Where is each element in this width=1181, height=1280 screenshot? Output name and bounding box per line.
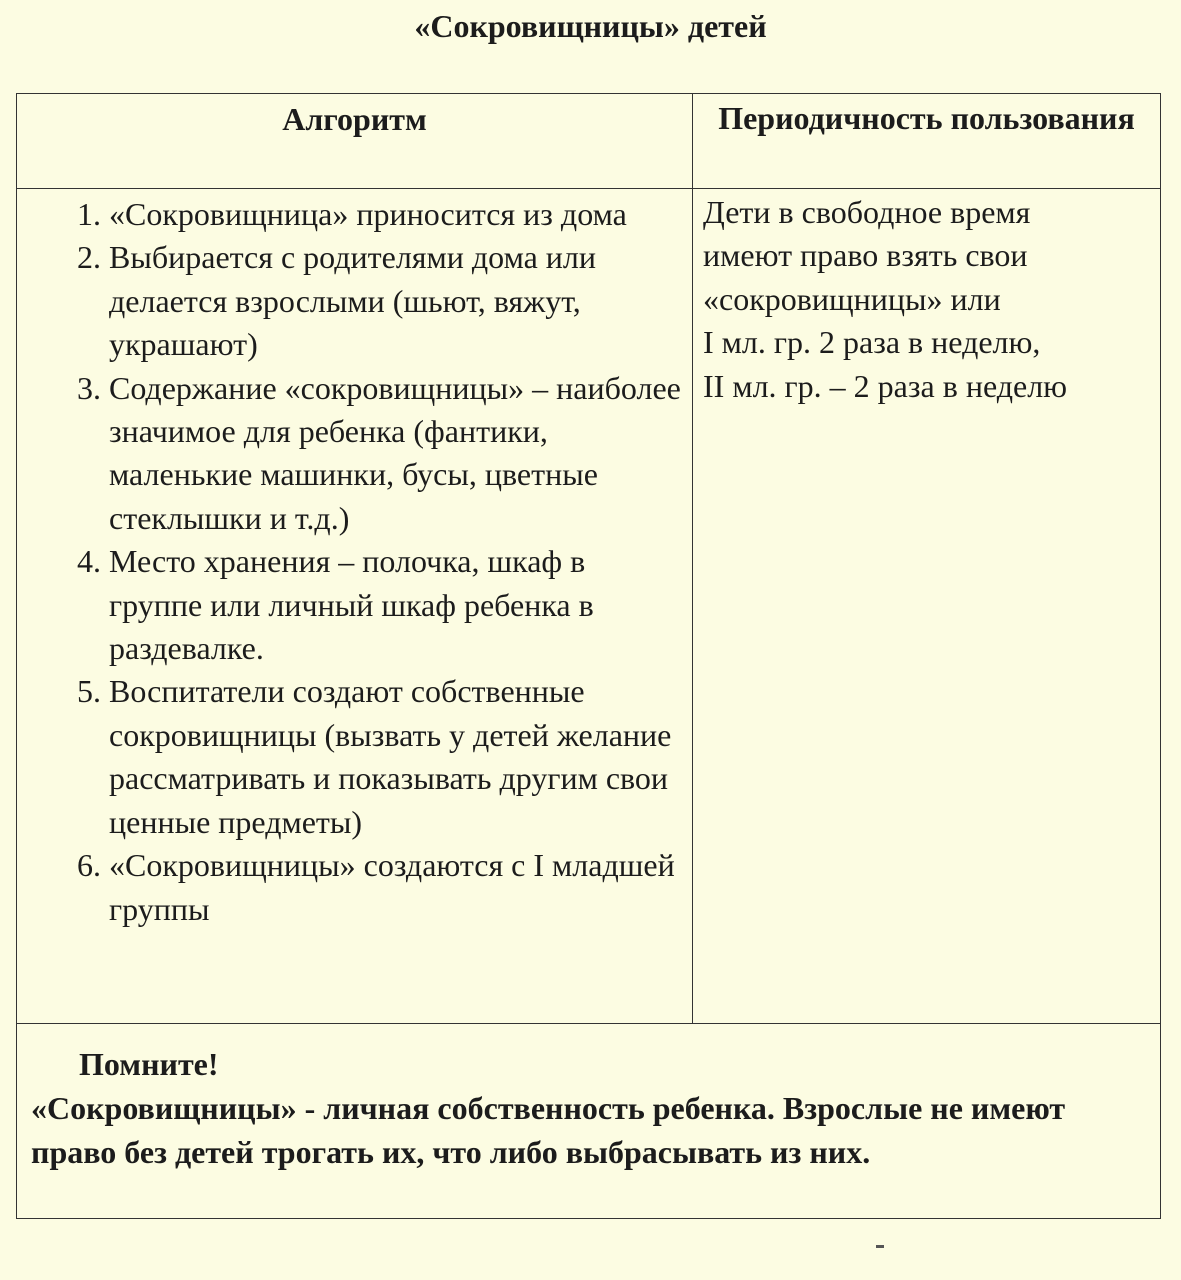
periodicity-line: «сокровищницы» или: [703, 280, 1001, 317]
treasury-table: [16, 93, 1161, 1219]
header-periodicity: Периодичность пользования: [693, 94, 1161, 189]
periodicity-line: I мл. гр. 2 раза в неделю,: [703, 324, 1041, 361]
list-item: 1. «Сокровищница» приносится из дома: [109, 193, 686, 236]
algorithm-list: [17, 193, 692, 931]
periodicity-line: имеют право взять свои: [703, 237, 1028, 274]
note-title: Помните!: [79, 1046, 219, 1082]
page-title: «Сокровищницы» детей: [414, 8, 767, 44]
table-body-row: [17, 189, 1161, 1024]
list-item: 5. Воспитатели создают собственные сокровищницы (вызвать у детей желание рассматривать и показывать другим свои ценные предметы): [109, 670, 686, 844]
periodicity-line: II мл. гр. – 2 раза в неделю: [703, 367, 1068, 404]
table-header-row: [17, 94, 1161, 189]
list-item: 3. Содержание «сокровищницы» – наиболее значимое для ребенка (фантики, маленькие машинки, бусы, цветные стеклышки и т.д.): [109, 367, 686, 541]
scan-mark: [876, 1245, 884, 1248]
list-item: 4. Место хранения – полочка, шкаф в группе или личный шкаф ребенка в раздевалке.: [109, 540, 686, 670]
note-cell: [17, 1024, 1161, 1219]
periodicity-cell: [693, 189, 1161, 1024]
note-text: «Сокровищницы» - личная собственность ребенка. Взрослые не имеют право без детей трогать их, что либо выбрасывать из них.: [31, 1090, 1066, 1170]
note-row: [17, 1024, 1161, 1219]
list-item: 2. Выбирается с родителями дома или делается взрослыми (шьют, вяжут, украшают): [109, 236, 686, 366]
header-algorithm: Алгоритм: [17, 94, 693, 189]
algorithm-cell: [17, 189, 693, 1024]
list-item: 6. «Сокровищницы» создаются с I младшей группы: [109, 844, 686, 931]
periodicity-line: Дети в свободное время: [703, 194, 1031, 230]
